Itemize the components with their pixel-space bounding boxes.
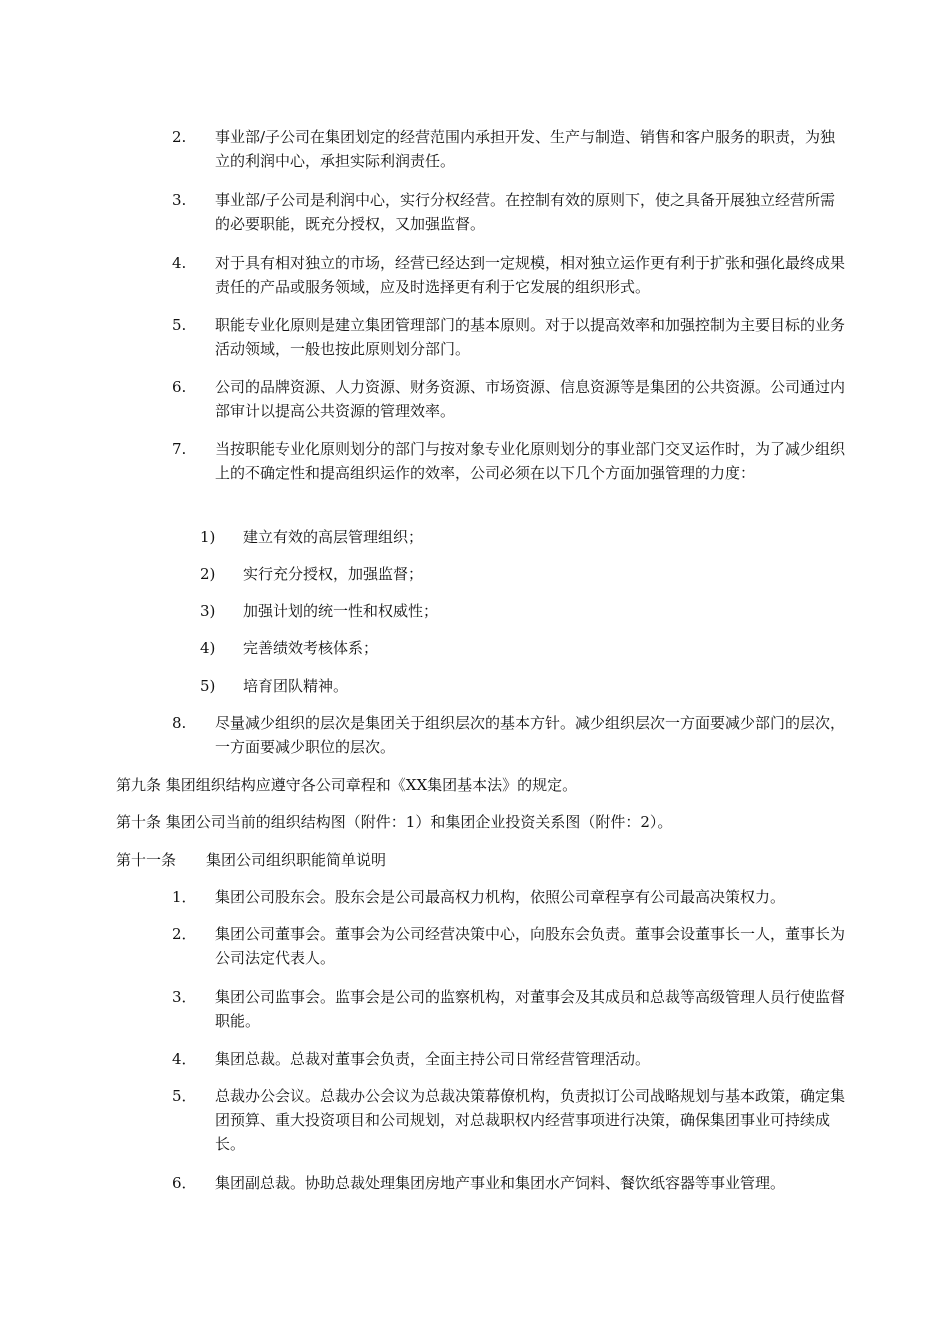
- list-item-number: 4.: [172, 254, 187, 272]
- list-item-text: 对于具有相对独立的市场，经营已经达到一定规模，相对独立运作更有利于扩张和强化最终成果责任的产品或服务领域，应及时选择更有利于它发展的组织形式。: [215, 254, 846, 296]
- article-label: 第十条: [116, 813, 162, 831]
- sub-list-item: [200, 636, 840, 660]
- list-item: [172, 885, 850, 909]
- list-item-number: 3．: [172, 988, 197, 1006]
- sub-list-item-number: 3): [200, 602, 216, 620]
- list-item-text: 公司的品牌资源、人力资源、财务资源、市场资源、信息资源等是集团的公共资源。公司通过内部审计以提高公共资源的管理效率。: [215, 378, 846, 420]
- list-item-text: 当按职能专业化原则划分的部门与按对象专业化原则划分的事业部门交叉运作时，为了减少组织上的不确定性和提高组织运作的效率，公司必须在以下几个方面加强管理的力度：: [215, 440, 846, 482]
- sub-list-item: [200, 525, 840, 549]
- article-text: 集团公司组织职能简单说明: [206, 851, 387, 869]
- list-item-number: 5．: [172, 1087, 197, 1105]
- list-item: [172, 437, 850, 485]
- list-item: [172, 313, 850, 361]
- list-item-text: 尽量减少组织的层次是集团关于组织层次的基本方针。减少组织层次一方面要减少部门的层次，一方面要减少职位的层次。: [215, 714, 846, 756]
- sub-list-item: [200, 599, 840, 623]
- list-item-number: 6.: [172, 378, 187, 396]
- list-item-number: 4．: [172, 1050, 197, 1068]
- list-item-text: 集团公司监事会。监事会是公司的监察机构，对董事会及其成员和总裁等高级管理人员行使监督职能。: [215, 988, 846, 1030]
- list-item-text: 事业部/子公司在集团划定的经营范围内承担开发、生产与制造、销售和客户服务的职责，为独立的利润中心，承担实际利润责任。: [215, 128, 836, 170]
- sub-list-item-text: 实行充分授权，加强监督；: [243, 565, 424, 583]
- sub-list-item-text: 完善绩效考核体系；: [243, 639, 379, 657]
- list-item: [172, 985, 850, 1033]
- sub-list-item-text: 加强计划的统一性和权威性；: [243, 602, 439, 620]
- sub-list-item-number: 2): [200, 565, 216, 583]
- list-item: [172, 375, 850, 423]
- list-item-number: 5.: [172, 316, 187, 334]
- list-item-number: 8.: [172, 714, 187, 732]
- list-item-text: 总裁办公会议。总裁办公会议为总裁决策幕僚机构，负责拟订公司战略规划与基本政策，确定集团预算、重大投资项目和公司规划，对总裁职权内经营事项进行决策，确保集团事业可持续成长。: [215, 1087, 846, 1153]
- article-label: 第九条: [116, 776, 162, 794]
- sub-list-item-number: 5): [200, 677, 216, 695]
- list-item: [172, 125, 850, 173]
- list-item-text: 集团公司股东会。股东会是公司最高权力机构，依照公司章程享有公司最高决策权力。: [215, 888, 786, 906]
- list-item-number: 2.: [172, 128, 187, 146]
- list-item-number: 1．: [172, 888, 197, 906]
- list-item: [172, 1084, 850, 1156]
- list-item: [172, 922, 850, 970]
- list-item-text: 集团总裁。总裁对董事会负责，全面主持公司日常经营管理活动。: [215, 1050, 651, 1068]
- list-item: [172, 1047, 850, 1071]
- article-label: 第十一条: [116, 851, 177, 869]
- list-item: [172, 1171, 850, 1195]
- article-9: [116, 773, 836, 797]
- sub-list-item-number: 1): [200, 528, 216, 546]
- list-item-text: 集团公司董事会。董事会为公司经营决策中心，向股东会负责。董事会设董事长一人，董事长为公司法定代表人。: [215, 925, 846, 967]
- article-text: 集团组织结构应遵守各公司章程和《XX集团基本法》的规定。: [165, 776, 578, 794]
- list-item-number: 2．: [172, 925, 197, 943]
- list-item-number: 6．: [172, 1174, 197, 1192]
- sub-list-item-number: 4): [200, 639, 216, 657]
- article-11: [116, 848, 836, 872]
- sub-list-item: [200, 674, 840, 698]
- list-item-number: 7.: [172, 440, 187, 458]
- sub-list-item-text: 建立有效的高层管理组织；: [243, 528, 424, 546]
- list-item: [172, 251, 850, 299]
- list-item-text: 职能专业化原则是建立集团管理部门的基本原则。对于以提高效率和加强控制为主要目标的业务活动领域，一般也按此原则划分部门。: [215, 316, 846, 358]
- sub-list-item: [200, 562, 840, 586]
- article-text: 集团公司当前的组织结构图（附件：1）和集团企业投资关系图（附件：2）。: [165, 813, 673, 831]
- list-item-text: 集团副总裁。协助总裁处理集团房地产事业和集团水产饲料、餐饮纸容器等事业管理。: [215, 1174, 786, 1192]
- article-10: [116, 810, 836, 834]
- list-item: [172, 188, 850, 236]
- list-item-number: 3.: [172, 191, 187, 209]
- list-item-text: 事业部/子公司是利润中心，实行分权经营。在控制有效的原则下，使之具备开展独立经营所需的必要职能，既充分授权，又加强监督。: [215, 191, 836, 233]
- sub-list-item-text: 培育团队精神。: [243, 677, 349, 695]
- list-item: [172, 711, 850, 759]
